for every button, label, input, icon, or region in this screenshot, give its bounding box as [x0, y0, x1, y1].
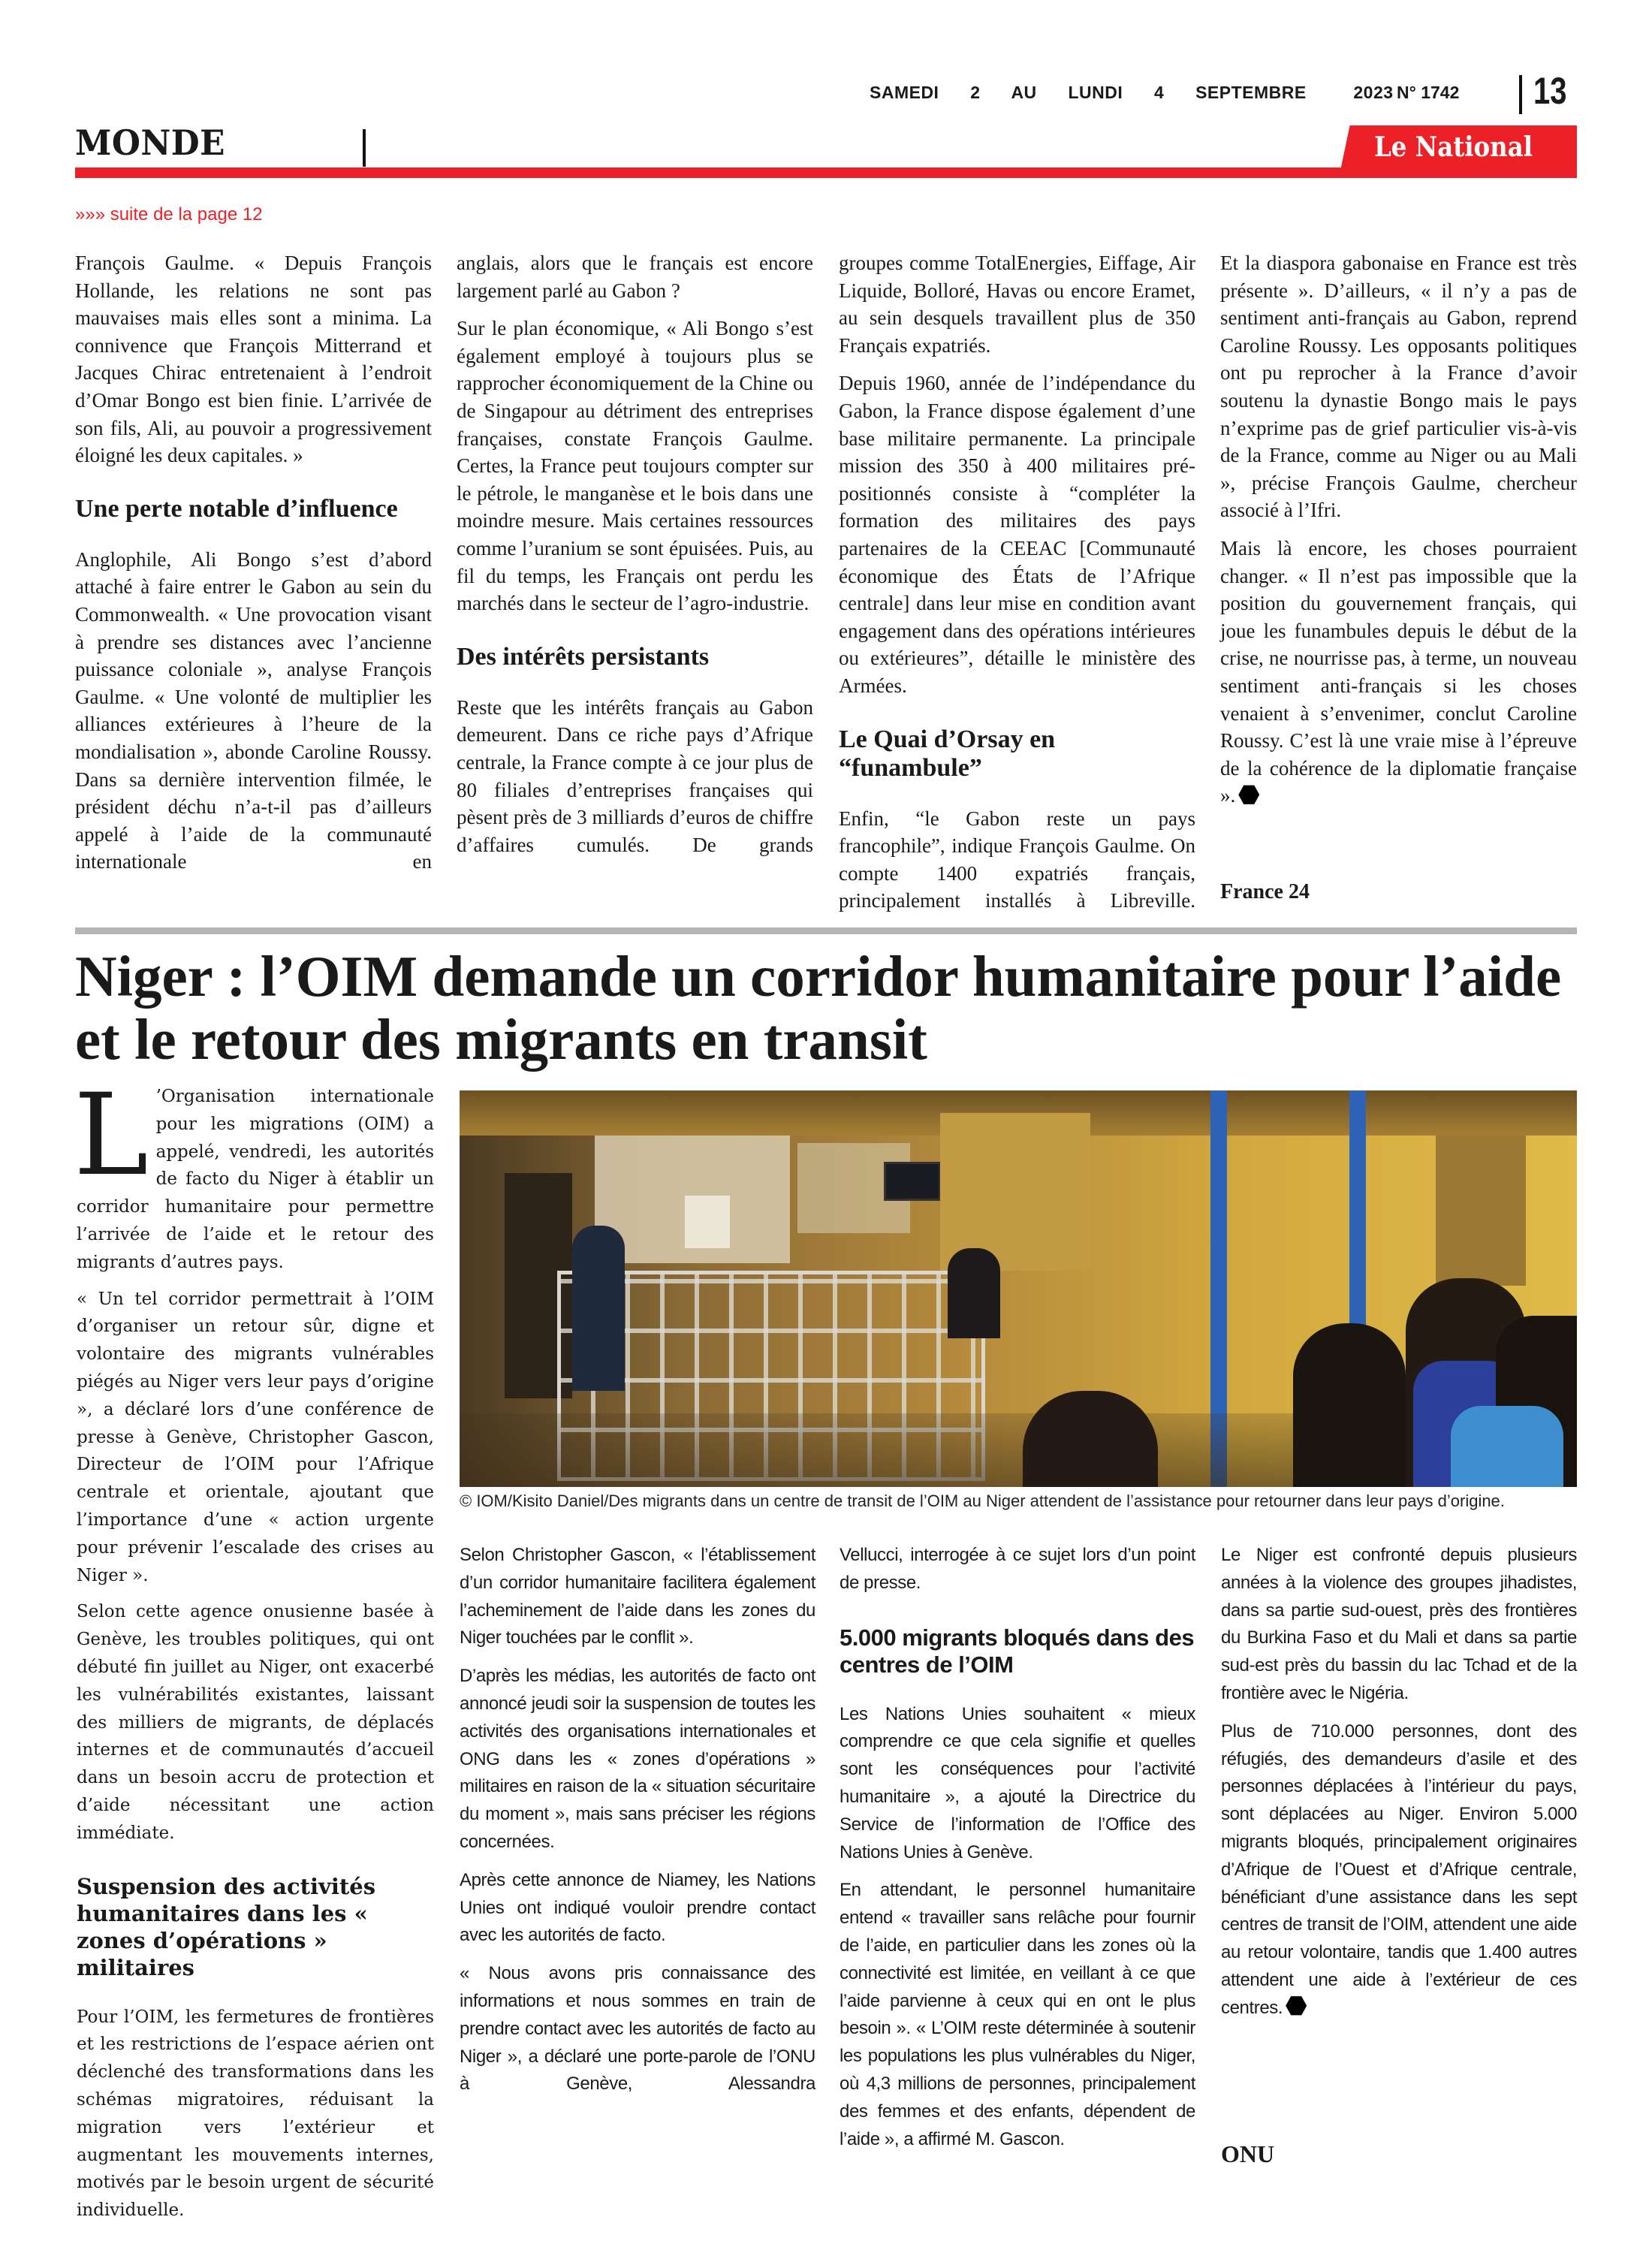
paragraph	[77, 1598, 434, 1847]
article-column	[75, 249, 432, 886]
section-divider	[363, 129, 366, 167]
end-of-article-icon	[1286, 1995, 1307, 2016]
paragraph	[457, 249, 813, 304]
subheading	[840, 1624, 1195, 1678]
subheading-text: Suspension des activités humanitaires dans les « zones d’opérations » militaires	[77, 1873, 376, 1980]
subheading	[75, 495, 432, 523]
paragraph	[1220, 249, 1577, 524]
paragraph	[839, 369, 1195, 699]
paragraph	[460, 1663, 815, 1856]
paragraph	[457, 315, 813, 617]
paragraph-text: Et la diaspora gabonaise en France est très présente ». D’ailleurs, « il n’y a pas de sentiment anti-français au Gabon, reprend Caroline Roussy. Les opposants politiques ont pu reprocher à la France d’avoir soutenu la dynastie Bongo mais le pays n’exprime pas de grief particulier vis-à-vis de la France, comme au Niger ou au Mali », précise François Gaulme, chercheur associé à l’Ifri.	[1220, 252, 1577, 522]
paragraph-text: En attendant, le personnel humanitaire entend « travailler sans relâche pour fournir de l’aide, en particulier dans les zones où la connectivité est limitée, en veillant à ce que l’aide parvienne à ceux qui en ont le plus besoin ». « L’OIM reste déterminée à soutenir les populations les plus vulnérables du Niger, où 4,3 millions de personnes, principalement des femmes et des enfants, dépendent de l’aide », a affirmé M. Gascon.	[840, 1880, 1195, 2149]
section-title: MONDE	[75, 122, 225, 163]
paragraph	[840, 1701, 1195, 1867]
paragraph-text: ’Organisation internationale pour les migrations (OIM) a appelé, vendredi, les autorités de facto du Niger à établir un corridor humanitaire pour permettre l’arrivée de l’aide et le retour des migrants d’autres pays.	[77, 1087, 434, 1272]
paragraph-text: Mais là encore, les choses pourraient changer. « Il n’est pas impossible que la position du gouvernement français, qui joue les funambules depuis le début de la crise, ne nourrisse pas, à terme, un nouveau sentiment anti-français si les choses venaient à s’envenimer, conclut Caroline Roussy. C’est là une vraie mise à l’épreuve de la cohérence de la diplomatie française ».	[1220, 536, 1577, 807]
subheading	[77, 1873, 434, 1981]
article-divider	[75, 927, 1577, 934]
paragraph	[460, 1867, 815, 1950]
subheading-text: Le Quai d’Orsay en “funambule”	[839, 725, 1056, 782]
page-number-divider	[1519, 75, 1522, 114]
article-column	[1220, 249, 1577, 820]
paragraph-text: groupes comme TotalEnergies, Eiffage, Air Liquide, Bolloré, Havas ou encore Eramet, au sein desquels travaillent plus de 350 Français expatriés.	[839, 252, 1195, 357]
subheading-text: Une perte notable d’influence	[75, 494, 398, 523]
subheading-text: 5.000 migrants bloqués dans des centres de l’OIM	[840, 1624, 1195, 1678]
paragraph-text: Anglophile, Ali Bongo s’est d’abord attaché à faire entrer le Gabon au sein du Commonwealth. « Une provocation visant à prendre ses distances avec l’ancienne puissance coloniale », analyse François Gaulme. « Une volonté de multiplier les alliances extérieures à l’heure de la mondialisation », abonde Caroline Roussy. Dans sa dernière intervention filmée, le président déchu n’a-t-il pas d’ailleurs appelé à l’aide de la communauté internationale en	[75, 547, 432, 873]
article-photo	[460, 1090, 1577, 1487]
paragraph	[77, 2004, 434, 2224]
paragraph-text: Pour l’OIM, les fermetures de frontières et les restrictions de l’espace aérien ont déclenché des transformations dans les schémas migratoires, réduisant la migration vers l’extérieur et augmentant les mouvements internes, motivés par le besoin urgent de sécurité individuelle.	[77, 2007, 434, 2221]
paragraph	[840, 1542, 1195, 1597]
paragraph-text: D’après les médias, les autorités de facto ont annoncé jeudi soir la suspension de toutes les activités des organisations internationales et ONG dans les « zones d’opérations » militaires en raison de la « situation sécuritaire du moment », mais sans préciser les régions concernées.	[460, 1666, 815, 1852]
article-column	[840, 1542, 1195, 2164]
article-column	[460, 1542, 815, 2109]
subheading	[457, 643, 813, 671]
brand-logo: Le National	[1374, 131, 1533, 163]
page-number: 13	[1533, 70, 1567, 112]
paragraph-text: Selon cette agence onusienne basée à Genève, les troubles politiques, qui ont débuté fin juillet au Niger, ont exacerbé les vulnérabilités existantes, laissant des milliers de migrants, de déplacés internes et de communautés d’accueil dans un besoin accru de protection et d’aide nécessitant une action immédiate.	[77, 1602, 434, 1843]
lead-column	[74, 1070, 434, 2233]
paragraph	[457, 694, 813, 859]
lead-column-body	[77, 1083, 434, 2224]
article-headline: Niger : l’OIM demande un corridor humanitaire pour l’aide et le retour des migrants en transit	[75, 944, 1562, 1072]
paragraph	[1220, 535, 1577, 810]
paragraph-text: Plus de 710.000 personnes, dont des réfugiés, des demandeurs d’asile et des personnes déplacées à l’intérieur du pays, sont déplacées au Niger. Environ 5.000 migrants bloqués, principalement originaires d’Afrique de l’Ouest et d’Afrique centrale, bénéficiant d’une assistance dans les sept centres de transit de l’OIM, attendent une aide au retour volontaire, tandis que 1.400 autres attendent une aide à l’extérieur de ces centres.	[1221, 1721, 1577, 2018]
paragraph	[839, 805, 1195, 915]
paragraph-text: « Un tel corridor permettrait à l’OIM d’organiser un retour sûr, digne et volontaire des migrants vulnérables piégés au Niger vers leur pays d’origine », a déclaré lors d’une conférence de presse à Genève, Christopher Gascon, Directeur de l’OIM pour l’Afrique centrale et orientale, ajoutant que l’importance d’une « action urgente pour prévenir l’escalade des crises au Niger ».	[77, 1289, 434, 1585]
paragraph-text: anglais, alors que le français est encore largement parlé au Gabon ?	[457, 252, 813, 302]
paragraph-text: Selon Christopher Gascon, « l’établissement d’un corridor humanitaire facilitera également l’acheminement de l’aide dans les zones du Niger touchées par le conflit ».	[460, 1545, 815, 1648]
paragraph	[460, 1542, 815, 1652]
paragraph	[1221, 1542, 1577, 1708]
subheading-text: Des intérêts persistants	[457, 642, 710, 671]
paragraph-text: « Nous avons pris connaissance des informations et nous sommes en train de prendre contact avec les autorités de facto au Niger », a déclaré une porte-parole de l’ONU à Genève, Alessandra	[460, 1963, 815, 2095]
subheading	[839, 725, 1195, 783]
end-of-article-icon	[1238, 784, 1259, 805]
paragraph	[840, 1877, 1195, 2153]
paragraph-text: Depuis 1960, année de l’indépendance du Gabon, la France dispose également d’une base militaire permanente. La principale mission des 350 à 400 militaires pré-positionnés consiste à “compléter la formation des militaires des pays partenaires de la CEEAC [Communauté économique des États de l’Afrique centrale] dans leur mise en condition avant engagement dans des opérations intérieures ou extérieures”, détaille le ministère des Armées.	[839, 372, 1195, 697]
paragraph	[75, 546, 432, 876]
article-source: France 24	[1220, 880, 1310, 903]
article-source: ONU	[1221, 2140, 1275, 2167]
issue-date: SAMEDI 2 AU LUNDI 4 SEPTEMBRE 2023	[870, 83, 1394, 102]
paragraph	[460, 1960, 815, 2098]
article-column	[839, 249, 1195, 925]
photo-caption: © IOM/Kisito Daniel/Des migrants dans un centre de transit de l’OIM au Niger attendent de l’assistance pour retourner dans leur pays d’origine.	[460, 1491, 1505, 1510]
article-column	[457, 249, 813, 869]
paragraph	[75, 249, 432, 469]
paragraph-text: Le Niger est confronté depuis plusieurs années à la violence des groupes jihadistes, dans sa partie sud-ouest, près des frontières du Burkina Faso et du Mali et dans sa partie sud-est près du bassin du lac Tchad et de la frontière avec le Nigéria.	[1221, 1545, 1577, 1703]
paragraph-text: Les Nations Unies souhaitent « mieux comprendre ce que cela signifie et quelles sont les conséquences pour l’activité humanitaire », a ajouté la Directrice du Service de l’information de l’Office des Nations Unies à Genève.	[840, 1703, 1195, 1862]
paragraph	[839, 249, 1195, 359]
paragraph-text: Enfin, “le Gabon reste un pays francophile”, indique François Gaulme. On compte 1400 expatriés français, principalement installés à Libreville.	[839, 807, 1195, 912]
article-column	[1221, 1542, 1577, 2033]
paragraph	[77, 1286, 434, 1590]
header-rule	[75, 167, 1577, 178]
paragraph	[1221, 1718, 1577, 2022]
drop-cap: L	[74, 1070, 149, 1201]
paragraph-text: Sur le plan économique, « Ali Bongo s’est également employé à toujours plus se rapprocher économiquement de la Chine ou de Singapour au détriment des entreprises françaises, constate François Gaulme. Certes, la France peut toujours compter sur le pétrole, le manganèse et le bois dans une moindre mesure. Mais certaines ressources comme l’uranium se sont épuisées. Puis, au fil du temps, les Français ont perdu les marchés dans le secteur de l’agro-industrie.	[457, 317, 813, 615]
paragraph-text: Vellucci, interrogée à ce sujet lors d’un point de presse.	[840, 1545, 1195, 1593]
paragraph-text: Reste que les intérêts français au Gabon demeurent. Dans ce riche pays d’Afrique centrale, la France compte à ce jour plus de 80 filiales d’entreprises françaises qui pèsent près de 3 milliards d’euros de chiffre d’affaires cumulés. De grands	[457, 695, 813, 856]
paragraph-text: Après cette annonce de Niamey, les Nations Unies ont indiqué vouloir prendre contact avec les autorités de facto.	[460, 1869, 815, 1946]
continued-from-link[interactable]: »»» suite de la page 12	[75, 204, 263, 225]
paragraph-text: François Gaulme. « Depuis François Hollande, les relations ne sont pas mauvaises mais elles sont a minima. La connivence que François Mitterrand et Jacques Chirac entretenaient à l’endroit d’Omar Bongo est bien finie. L’arrivée de son fils, Ali, au pouvoir a progressivement éloigné les deux capitales. »	[75, 252, 432, 467]
issue-number: N° 1742	[1397, 83, 1460, 102]
